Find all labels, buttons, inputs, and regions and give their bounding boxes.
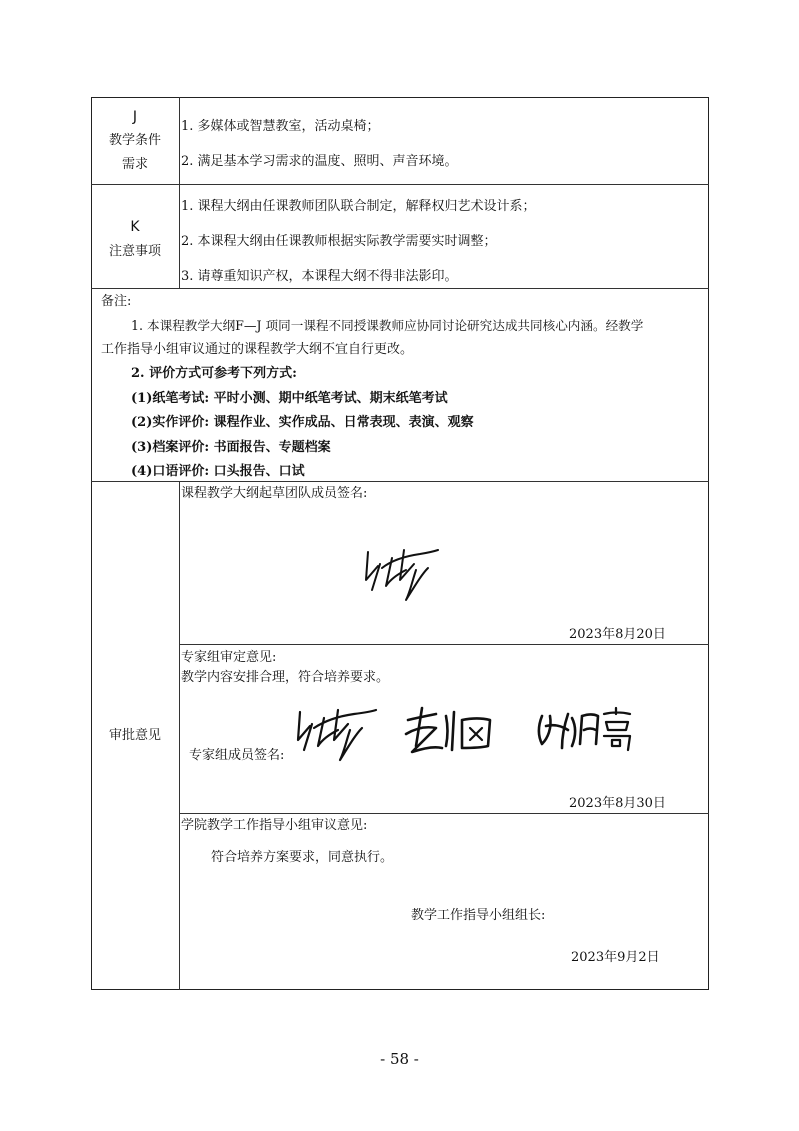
section-k-item: 1. 课程大纲由任课教师团队联合制定，解释权归艺术设计系； <box>181 199 536 214</box>
notes-text: 工作指导小组审议通过的课程教学大纲不宜自行更改。 <box>101 342 414 357</box>
college-review-opinion: 符合培养方案要求，同意执行。 <box>211 850 394 865</box>
row-divider <box>179 644 709 645</box>
section-k-item: 3. 请尊重知识产权，本课程大纲不得非法影印。 <box>181 269 458 284</box>
row-divider <box>91 481 709 482</box>
expert-members-label: 专家组成员签名: <box>189 748 285 763</box>
section-j-title: 需求 <box>121 157 148 172</box>
expert-signature <box>532 704 636 756</box>
notes-label: 备注: <box>101 294 132 309</box>
section-j-code: J <box>132 109 138 125</box>
expert-signature <box>402 706 498 758</box>
drafter-signature <box>362 540 442 604</box>
evaluation-item: (4)口语评价: 口头报告、口试 <box>131 464 305 479</box>
row-divider <box>91 184 709 185</box>
section-j-title: 教学条件 <box>108 133 161 148</box>
expert-review-opinion: 教学内容安排合理，符合培养要求。 <box>181 670 390 685</box>
evaluation-title: 2. 评价方式可参考下列方式: <box>131 366 297 381</box>
college-review-title: 学院教学工作指导小组审议意见: <box>181 818 368 833</box>
row-divider <box>179 813 709 814</box>
evaluation-item: (3)档案评价: 书面报告、专题档案 <box>131 440 331 455</box>
expert-review-title: 专家组审定意见: <box>181 650 277 665</box>
page-number: - 58 - <box>380 1050 419 1068</box>
section-k-code: K <box>130 219 140 235</box>
draft-team-title: 课程教学大纲起草团队成员签名: <box>181 486 368 501</box>
section-k-title: 注意事项 <box>108 244 161 259</box>
approval-label: 审批意见 <box>108 728 161 743</box>
committee-leader-label: 教学工作指导小组组长: <box>411 908 546 923</box>
section-k-item: 2. 本课程大纲由任课教师根据实际教学需要实时调整； <box>181 234 497 249</box>
expert-signature <box>292 702 380 764</box>
section-j-item: 2. 满足基本学习需求的温度、照明、声音环境。 <box>181 154 458 169</box>
college-date: 2023年9月2日 <box>571 950 660 965</box>
column-divider <box>179 481 180 990</box>
evaluation-item: (2)实作评价: 课程作业、实作成品、日常表现、表演、观察 <box>131 415 474 430</box>
row-divider <box>91 288 709 289</box>
expert-date: 2023年8月30日 <box>569 796 666 811</box>
draft-date: 2023年8月20日 <box>569 627 666 642</box>
section-j-item: 1. 多媒体或智慧教室，活动桌椅； <box>181 119 380 134</box>
notes-text: 1. 本课程教学大纲F—J 项同一课程不同授课教师应协同讨论研究达成共同核心内涵。经教学 <box>131 318 644 333</box>
evaluation-item: (1)纸笔考试: 平时小测、期中纸笔考试、期末纸笔考试 <box>131 391 448 406</box>
column-divider <box>179 97 180 288</box>
